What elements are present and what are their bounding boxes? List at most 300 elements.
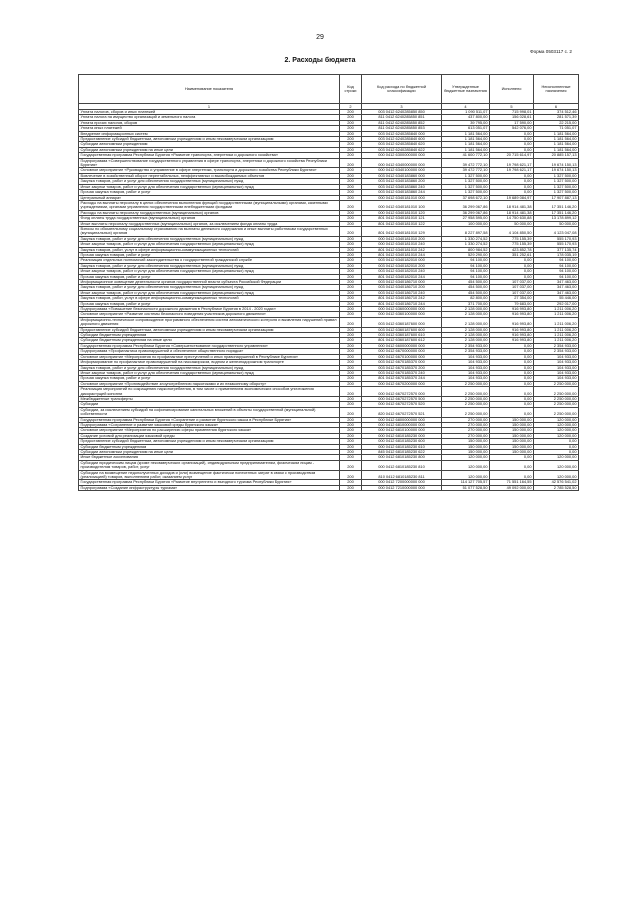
row-executed-cell: 0,00 — [490, 137, 534, 142]
row-executed-cell: 0,00 — [490, 360, 534, 365]
row-code-cell: 200 — [340, 354, 362, 359]
row-code-cell: 200 — [340, 179, 362, 184]
row-approved-cell: 2 250 000,00 — [442, 381, 490, 386]
row-executed-cell: 27 354,00 — [490, 296, 534, 301]
row-classification-cell: 000 0412 6360100000 000 — [362, 312, 442, 317]
row-unexecuted-cell: 2 785 528,50 — [534, 485, 579, 490]
row-unexecuted-cell: 2 250 000,00 — [534, 387, 579, 397]
row-classification-cell: 003 0412 6340183860 000 — [362, 173, 442, 178]
page-number: 29 — [316, 34, 324, 41]
row-executed-cell: 79 683,00 — [490, 301, 534, 306]
row-name-cell: Субсидии автономным учреждениям на иные цели — [79, 147, 340, 152]
row-executed-cell: 916 993,80 — [490, 312, 534, 317]
row-classification-cell: 000 0412 6800000000 000 — [362, 417, 442, 422]
row-code-cell: 200 — [340, 296, 362, 301]
row-unexecuted-cell: 1 327 500,00 — [534, 184, 579, 189]
row-code-cell: 200 — [340, 365, 362, 370]
row-unexecuted-cell: 120 000,00 — [534, 470, 579, 480]
row-name-cell: Создание условий для реализации языковой среды — [79, 433, 340, 438]
row-executed-cell: 916 993,80 — [490, 338, 534, 343]
row-code-cell: 200 — [340, 142, 362, 147]
row-approved-cell: 39 472 772,10 — [442, 168, 490, 173]
row-approved-cell: 613 051,07 — [442, 126, 490, 131]
row-approved-cell: 100 000,00 — [442, 221, 490, 226]
row-classification-cell: 003 0412 6340183860 240 — [362, 184, 442, 189]
row-executed-cell: 0,00 — [490, 349, 534, 354]
row-classification-cell: 003 0412 6240285840 000 — [362, 131, 442, 136]
table-row — [79, 226, 579, 236]
row-classification-cell: 003 0412 6360187600 600 — [362, 327, 442, 332]
row-approved-cell: 39 472 772,10 — [442, 158, 490, 168]
row-approved-cell: 8 227 897,58 — [442, 226, 490, 236]
row-name-cell: Субсидии — [79, 402, 340, 407]
row-unexecuted-cell: 0,00 — [534, 439, 579, 444]
row-name-cell: Основное мероприятие «Развитие системы безопасного поведения участников дорожного движения» — [79, 312, 340, 317]
row-name-cell: Иные закупки товаров, работ и услуг для обеспечения государственных (муниципальных) нужд — [79, 184, 340, 189]
row-approved-cell: 41 600 772,10 — [442, 153, 490, 158]
row-classification-cell: 000 0412 6360000000 000 — [362, 307, 442, 312]
row-classification-cell: 801 0412 6670185370 244 — [362, 376, 442, 381]
row-unexecuted-cell: 292 017,00 — [534, 301, 579, 306]
row-name-cell: Подпрограмма «Сохранение и развитие языковой среды бурятского языка» — [79, 422, 340, 427]
row-unexecuted-cell: 17 351 146,20 — [534, 210, 579, 215]
row-name-cell: Межбюджетные трансферты — [79, 396, 340, 401]
row-classification-cell: 000 0412 6340100000 000 — [362, 168, 442, 173]
row-classification-cell: 000 0412 6670272570 500 — [362, 396, 442, 401]
row-approved-cell: 51 077 528,50 — [442, 485, 490, 490]
row-unexecuted-cell: 2 250 000,00 — [534, 407, 579, 417]
row-approved-cell: 1 327 500,00 — [442, 173, 490, 178]
row-unexecuted-cell: 1 327 500,00 — [534, 179, 579, 184]
row-code-cell: 200 — [340, 120, 362, 125]
row-classification-cell: 000 0412 6670100000 000 — [362, 354, 442, 359]
row-classification-cell: 003 0412 6340183860 244 — [362, 190, 442, 195]
table-body — [79, 110, 579, 491]
row-approved-cell: 104 933,00 — [442, 354, 490, 359]
row-name-cell: Субсидии на возмещение недополученных доходов и (или) возмещение фактически понесенных затрат в связи с производством (реализацией) товаров, выполнением работ, оказанием услуг — [79, 470, 340, 480]
row-unexecuted-cell: 94 100,00 — [534, 263, 579, 268]
row-name-cell: Государственная программа Республики Бурятия «Сохранение и развитие бурятского языка в Республике Бурятия» — [79, 417, 340, 422]
row-name-cell: Подпрограмма «Создание инфраструктуры туризма» — [79, 485, 340, 490]
row-executed-cell: 916 993,80 — [490, 333, 534, 338]
row-code-cell: 200 — [340, 317, 362, 327]
row-classification-cell: 801 0412 6340186710 244 — [362, 301, 442, 306]
row-name-cell: Закупка товаров, работ, услуг в сфере информационно-коммуникационных технологий — [79, 296, 340, 301]
row-code-cell: 200 — [340, 247, 362, 252]
form-code: Форма 0503117 с. 2 — [530, 49, 572, 54]
row-unexecuted-cell: 13 178 899,12 — [534, 216, 579, 221]
row-classification-cell: 000 0412 6810000000 000 — [362, 422, 442, 427]
row-unexecuted-cell: 104 933,00 — [534, 360, 579, 365]
row-unexecuted-cell: 17 351 146,20 — [534, 200, 579, 210]
row-code-cell: 200 — [340, 147, 362, 152]
row-code-cell: 200 — [340, 153, 362, 158]
row-name-cell: Субсидии бюджетным учреждениям — [79, 444, 340, 449]
row-unexecuted-cell: 0,00 — [534, 444, 579, 449]
row-approved-cell: 1 327 500,00 — [442, 179, 490, 184]
row-classification-cell: 003 0412 6340186710 000 — [362, 280, 442, 285]
row-name-cell: Иные выплаты персоналу государственных (муниципальных) органов, за исключением фонда оплаты труда — [79, 221, 340, 226]
row-unexecuted-cell: 55 446,00 — [534, 296, 579, 301]
row-executed-cell: 0,00 — [490, 365, 534, 370]
row-unexecuted-cell: 71 051,07 — [534, 126, 579, 131]
row-approved-cell: 36 299 067,86 — [442, 200, 490, 210]
row-classification-cell: 000 0412 6340000000 000 — [362, 158, 442, 168]
row-executed-cell: 0,00 — [490, 147, 534, 152]
row-unexecuted-cell: 20 885 157,13 — [534, 153, 579, 158]
row-name-cell: Реализация мероприятий по сокращению наркопотребления, в том числе с применением экономических способов уничтожения дикорастущей конопли — [79, 387, 340, 397]
row-executed-cell: 0,00 — [490, 131, 534, 136]
row-code-cell: 200 — [340, 301, 362, 306]
row-approved-cell: 270 000,00 — [442, 433, 490, 438]
row-executed-cell: 107 037,00 — [490, 290, 534, 295]
row-code-cell: 200 — [340, 370, 362, 375]
row-name-cell: Государственная программа Республики Бурятия «Развитие внутреннего и въездного туризма Республики Бурятия» — [79, 480, 340, 485]
row-approved-cell: 1 327 500,00 — [442, 190, 490, 195]
row-classification-cell: 000 0412 7200000000 000 — [362, 480, 442, 485]
row-code-cell: 200 — [340, 428, 362, 433]
row-name-cell: Центральный аппарат — [79, 195, 340, 200]
row-classification-cell: 003 0412 6240285840 620 — [362, 142, 442, 147]
row-classification-cell: 003 0412 6340182010 240 — [362, 269, 442, 274]
row-approved-cell: 1 327 500,00 — [442, 184, 490, 189]
row-approved-cell: 1 090 511,07 — [442, 110, 490, 115]
row-name-cell: Закупка товаров, работ и услуг для обеспечения государственных (муниципальных) нужд — [79, 179, 340, 184]
row-executed-cell: 0,00 — [490, 258, 534, 263]
row-code-cell: 200 — [340, 480, 362, 485]
row-unexecuted-cell: 1 181 564,00 — [534, 142, 579, 147]
row-classification-cell: 801 0412 6340181010 244 — [362, 252, 442, 257]
row-unexecuted-cell: 0,00 — [534, 450, 579, 455]
row-name-cell: Иные закупки товаров, работ и услуг для обеспечения государственных (муниципальных) нужд — [79, 290, 340, 295]
row-classification-cell: 845 0412 6810185230 622 — [362, 450, 442, 455]
expenses-table — [78, 74, 579, 491]
row-unexecuted-cell: 120 000,00 — [534, 455, 579, 460]
row-unexecuted-cell: 17 907 887,13 — [534, 195, 579, 200]
table-header-row — [79, 75, 579, 104]
row-code-cell: 200 — [340, 307, 362, 312]
row-name-cell: Иные закупки товаров, работ и услуг для обеспечения государственных (муниципальных) нужд — [79, 370, 340, 375]
row-classification-cell: 000 0412 6810185230 000 — [362, 433, 442, 438]
row-name-cell: Закупка товаров, работ и услуг для обеспечения государственных (муниципальных) нужд — [79, 263, 340, 268]
row-unexecuted-cell: 555 170,93 — [534, 236, 579, 241]
row-executed-cell: 4 104 850,50 — [490, 226, 534, 236]
page-title: 2. Расходы бюджета — [284, 57, 356, 64]
row-executed-cell: 18 914 481,38 — [490, 200, 534, 210]
row-name-cell: Государственная программа Республики Бурятия «Развитие транспорта, энергетики и дорожного хозяйства» — [79, 153, 340, 158]
row-name-cell: Прочая закупка товаров, работ и услуг — [79, 274, 340, 279]
row-unexecuted-cell: 42 576 541,02 — [534, 480, 579, 485]
row-approved-cell: 2 354 933,00 — [442, 349, 490, 354]
row-executed-cell: 71 551 164,55 — [490, 480, 534, 485]
table-row — [79, 407, 579, 417]
row-classification-cell: 801 0412 6340186710 242 — [362, 296, 442, 301]
row-name-cell: Расходы на выплаты персоналу государственных (муниципальных) органов — [79, 210, 340, 215]
row-executed-cell: 19 798 621,17 — [490, 158, 534, 168]
row-unexecuted-cell: 555 170,93 — [534, 242, 579, 247]
row-name-cell: Основное мероприятие «Мероприятия по профилактике преступлений и иных правонарушений в Республике Бурятия» — [79, 354, 340, 359]
row-code-cell: 200 — [340, 402, 362, 407]
row-unexecuted-cell: 1 211 006,20 — [534, 333, 579, 338]
row-approved-cell: 1 181 564,00 — [442, 147, 490, 152]
row-name-cell: Прочая закупка товаров, работ и услуг — [79, 190, 340, 195]
row-unexecuted-cell: 347 463,00 — [534, 285, 579, 290]
row-approved-cell: 150 000,00 — [442, 444, 490, 449]
row-name-cell: Предоставление субсидий бюджетным, автономным учреждениям и иным некоммерческим организациям — [79, 327, 340, 332]
row-classification-cell: 820 0412 6670272570 521 — [362, 407, 442, 417]
row-executed-cell: 0,00 — [490, 376, 534, 381]
row-approved-cell: 104 933,00 — [442, 360, 490, 365]
row-approved-cell: 150 000,00 — [442, 439, 490, 444]
row-unexecuted-cell: 120 000,00 — [534, 417, 579, 422]
row-unexecuted-cell: 1 211 006,20 — [534, 307, 579, 312]
row-name-cell: Основное мероприятие «Противодействие злоупотреблению наркотиками и их незаконному обороту» — [79, 381, 340, 386]
row-classification-cell: 000 0412 6600000000 000 — [362, 343, 442, 348]
row-name-cell: Уплата налога на имущество организаций и земельного налога — [79, 115, 340, 120]
row-classification-cell: 801 0412 6340181010 129 — [362, 226, 442, 236]
row-unexecuted-cell: 94 100,00 — [534, 269, 579, 274]
row-unexecuted-cell: 120 000,00 — [534, 428, 579, 433]
row-classification-cell: 003 0412 6240285850 850 — [362, 110, 442, 115]
row-classification-cell: 000 0412 6810100000 000 — [362, 428, 442, 433]
row-approved-cell: 2 250 000,00 — [442, 402, 490, 407]
row-executed-cell: 0,00 — [490, 407, 534, 417]
row-code-cell: 200 — [340, 444, 362, 449]
row-approved-cell: 104 933,00 — [442, 370, 490, 375]
row-approved-cell: 529 290,00 — [442, 252, 490, 257]
row-classification-cell: 000 0412 6670200000 000 — [362, 381, 442, 386]
row-executed-cell: 0,00 — [490, 343, 534, 348]
row-classification-cell: 003 0412 6360187600 000 — [362, 317, 442, 327]
row-code-cell: 200 — [340, 376, 362, 381]
row-classification-cell: 801 0412 6360187600 612 — [362, 338, 442, 343]
row-name-cell: Уплата прочих налогов, сборов — [79, 120, 340, 125]
row-unexecuted-cell: 94 100,00 — [534, 258, 579, 263]
row-name-cell: Предоставление субсидий бюджетным, автономным учреждениям и иным некоммерческим организациям — [79, 137, 340, 142]
row-unexecuted-cell: 1 211 006,20 — [534, 338, 579, 343]
column-number: 5 — [490, 104, 534, 110]
row-classification-cell: 000 0412 7210000000 000 — [362, 485, 442, 490]
row-name-cell: Предоставление субсидий бюджетным, автономным учреждениям и иным некоммерческим организациям — [79, 439, 340, 444]
row-unexecuted-cell: 1 211 006,20 — [534, 327, 579, 332]
row-executed-cell: 0,00 — [490, 354, 534, 359]
column-number: 1 — [79, 104, 340, 110]
row-executed-cell: 107 037,00 — [490, 280, 534, 285]
row-unexecuted-cell: 104 933,00 — [534, 354, 579, 359]
row-code-cell: 200 — [340, 158, 362, 168]
row-executed-cell: 916 993,80 — [490, 317, 534, 327]
row-classification-cell: 003 0412 6340182010 000 — [362, 258, 442, 263]
row-name-cell: Фонд оплаты труда государственных (муниципальных) органов — [79, 216, 340, 221]
row-approved-cell: 800 984,52 — [442, 247, 490, 252]
row-executed-cell: 0,00 — [490, 274, 534, 279]
row-approved-cell: 94 100,00 — [442, 274, 490, 279]
row-code-cell: 200 — [340, 131, 362, 136]
row-executed-cell: 0,00 — [490, 387, 534, 397]
row-code-cell: 200 — [340, 221, 362, 226]
row-approved-cell: 104 933,00 — [442, 365, 490, 370]
column-number: 4 — [442, 104, 490, 110]
row-name-cell: Подпрограмма «Повышение безопасности дорожного движения в Республике Бурятия в 2014 - 2020 годах» — [79, 307, 340, 312]
column-header: Неисполненные назначения — [534, 75, 579, 104]
row-unexecuted-cell: 104 933,00 — [534, 365, 579, 370]
row-approved-cell: 454 500,00 — [442, 285, 490, 290]
row-unexecuted-cell: 19 674 150,13 — [534, 158, 579, 168]
row-code-cell: 200 — [340, 195, 362, 200]
row-classification-cell: 000 0412 6340181010 200 — [362, 236, 442, 241]
row-name-cell: Расходы на выплаты персоналу в целях обеспечения выполнения функций государственными (муниципальными) органами, казенными учреждениями, органами управления государственными внебюджетными фондами — [79, 200, 340, 210]
row-executed-cell: 0,00 — [490, 470, 534, 480]
row-unexecuted-cell: 1 181 564,00 — [534, 137, 579, 142]
row-name-cell: Закупка товаров, работ и услуг для обеспечения государственных (муниципальных) нужд — [79, 236, 340, 241]
row-classification-cell: 811 0412 6240285850 853 — [362, 126, 442, 131]
row-code-cell: 200 — [340, 190, 362, 195]
column-number: 3 — [362, 104, 442, 110]
column-number: 6 — [534, 104, 579, 110]
row-executed-cell: 150 000,00 — [490, 450, 534, 455]
row-classification-cell: 000 0412 6340181010 120 — [362, 210, 442, 215]
row-approved-cell: 270 000,00 — [442, 422, 490, 427]
row-name-cell: Закупка товаров, работ и услуг для обеспечения государственных (муниципальных) нужд — [79, 365, 340, 370]
row-executed-cell: 50 000,00 — [490, 221, 534, 226]
row-name-cell: Закупка товаров, работ, услуг в сфере информационно-коммуникационных технологий — [79, 247, 340, 252]
row-code-cell: 200 — [340, 349, 362, 354]
row-approved-cell: 270 000,00 — [442, 417, 490, 422]
row-code-cell: 200 — [340, 226, 362, 236]
row-unexecuted-cell: 1 181 564,00 — [534, 147, 579, 152]
row-executed-cell: 150 000,00 — [490, 417, 534, 422]
row-approved-cell: 454 500,00 — [442, 280, 490, 285]
row-approved-cell: 1 330 274,52 — [442, 242, 490, 247]
row-name-cell: Иные закупки товаров, работ и услуг для обеспечения государственных (муниципальных) нужд — [79, 242, 340, 247]
row-approved-cell: 1 330 274,52 — [442, 236, 490, 241]
row-executed-cell: 150 000,00 — [490, 439, 534, 444]
row-name-cell: Иные бюджетные ассигнования — [79, 455, 340, 460]
table-row — [79, 158, 579, 168]
column-header: Наименование показателя — [79, 75, 340, 104]
row-approved-cell: 27 958 595,00 — [442, 216, 490, 221]
row-unexecuted-cell: 2 250 000,00 — [534, 396, 579, 401]
row-approved-cell: 2 250 000,00 — [442, 407, 490, 417]
row-approved-cell: 39 795,00 — [442, 120, 490, 125]
row-code-cell: 200 — [340, 173, 362, 178]
row-executed-cell: 0,00 — [490, 269, 534, 274]
column-header: Код строки — [340, 75, 362, 104]
row-code-cell: 200 — [340, 184, 362, 189]
row-name-cell: Прочая закупка товаров, работ и услуг — [79, 376, 340, 381]
row-executed-cell: 18 914 481,38 — [490, 210, 534, 215]
row-code-cell: 200 — [340, 422, 362, 427]
row-approved-cell: 2 354 933,00 — [442, 343, 490, 348]
column-header: Исполнено — [490, 75, 534, 104]
row-code-cell: 200 — [340, 407, 362, 417]
row-executed-cell: 916 993,80 — [490, 327, 534, 332]
row-executed-cell: 0,00 — [490, 179, 534, 184]
row-executed-cell: 0,00 — [490, 173, 534, 178]
row-unexecuted-cell: 347 463,00 — [534, 290, 579, 295]
row-code-cell: 200 — [340, 485, 362, 490]
row-name-cell: Субсидии бюджетным учреждениям — [79, 333, 340, 338]
row-name-cell: Прочая закупка товаров, работ и услуг — [79, 301, 340, 306]
row-name-cell: Субсидии юридическим лицам (кроме некоммерческих организаций), индивидуальным предпринимателям, физическим лицам - производителям товаров, работ, услуг — [79, 460, 340, 470]
row-code-cell: 200 — [340, 439, 362, 444]
row-code-cell: 200 — [340, 200, 362, 210]
row-approved-cell: 36 299 067,86 — [442, 210, 490, 215]
row-executed-cell: 0,00 — [490, 190, 534, 195]
row-executed-cell: 423 852,78 — [490, 247, 534, 252]
row-classification-cell: 811 0412 6240285850 851 — [362, 115, 442, 120]
row-code-cell: 200 — [340, 252, 362, 257]
table-row — [79, 470, 579, 480]
row-classification-cell: 000 0412 6670272570 000 — [362, 387, 442, 397]
row-name-cell: Вовлечение в хозяйственный оборот нерентабельных, неэффективных и высвобождаемых объектов — [79, 173, 340, 178]
row-approved-cell: 270 000,00 — [442, 428, 490, 433]
row-approved-cell: 2 128 000,00 — [442, 333, 490, 338]
row-executed-cell: 916 993,80 — [490, 307, 534, 312]
row-executed-cell: 0,00 — [490, 370, 534, 375]
row-unexecuted-cell: 1 211 006,20 — [534, 312, 579, 317]
row-executed-cell: 351 252,61 — [490, 252, 534, 257]
table-row — [79, 200, 579, 210]
row-code-cell: 200 — [340, 433, 362, 438]
row-classification-cell: 003 0412 6340186710 240 — [362, 290, 442, 295]
row-name-cell: Реализация отдельных полномочий законодательства о государственной гражданской службе — [79, 258, 340, 263]
row-name-cell: Взносы по обязательному социальному страхованию на выплаты денежного содержания и иные выплаты работникам государственных (муниципальных) органов — [79, 226, 340, 236]
row-code-cell: 200 — [340, 327, 362, 332]
row-unexecuted-cell: 4 123 047,08 — [534, 226, 579, 236]
row-unexecuted-cell: 178 035,19 — [534, 252, 579, 257]
row-classification-cell: 801 0412 6340181010 121 — [362, 216, 442, 221]
row-approved-cell: 150 000,00 — [442, 450, 490, 455]
table-row — [79, 485, 579, 490]
row-classification-cell: 801 0412 6340181010 242 — [362, 247, 442, 252]
row-unexecuted-cell: 2 250 000,00 — [534, 402, 579, 407]
row-approved-cell: 120 000,00 — [442, 455, 490, 460]
row-classification-cell: 000 0412 6810185230 600 — [362, 439, 442, 444]
row-unexecuted-cell: 94 100,00 — [534, 274, 579, 279]
row-classification-cell: 003 0412 6340182010 200 — [362, 263, 442, 268]
row-executed-cell: 20 715 614,97 — [490, 153, 534, 158]
row-approved-cell: 2 128 000,00 — [442, 312, 490, 317]
row-executed-cell: 0,00 — [490, 402, 534, 407]
row-approved-cell: 2 128 000,00 — [442, 338, 490, 343]
row-name-cell: Внедрение информационных систем — [79, 131, 340, 136]
row-classification-cell: 000 0412 6810185230 810 — [362, 460, 442, 470]
row-name-cell: Подпрограмма «Профилактика правонарушений и обеспечение общественного порядка» — [79, 349, 340, 354]
row-classification-cell: 003 0412 6670185370 200 — [362, 365, 442, 370]
row-approved-cell: 94 100,00 — [442, 269, 490, 274]
row-executed-cell: 49 092 000,00 — [490, 485, 534, 490]
row-approved-cell: 104 933,00 — [442, 376, 490, 381]
row-name-cell: Уплата налогов, сборов и иных платежей — [79, 110, 340, 115]
column-header: Утвержденные бюджетные назначения — [442, 75, 490, 104]
row-classification-cell: 003 0412 6670185370 000 — [362, 360, 442, 365]
row-unexecuted-cell: 1 181 564,00 — [534, 131, 579, 136]
row-code-cell: 200 — [340, 168, 362, 173]
row-code-cell: 200 — [340, 210, 362, 215]
row-code-cell: 200 — [340, 381, 362, 386]
row-name-cell: Прочая закупка товаров, работ и услуг — [79, 252, 340, 257]
row-code-cell: 200 — [340, 236, 362, 241]
row-code-cell: 200 — [340, 417, 362, 422]
column-number: 2 — [340, 104, 362, 110]
row-classification-cell: 801 0412 6340182010 244 — [362, 274, 442, 279]
row-unexecuted-cell: 377 135,74 — [534, 247, 579, 252]
row-approved-cell: 2 128 000,00 — [442, 327, 490, 332]
row-code-cell: 200 — [340, 312, 362, 317]
row-name-cell: Субсидии бюджетным учреждениям на иные цели — [79, 338, 340, 343]
table-row — [79, 317, 579, 327]
